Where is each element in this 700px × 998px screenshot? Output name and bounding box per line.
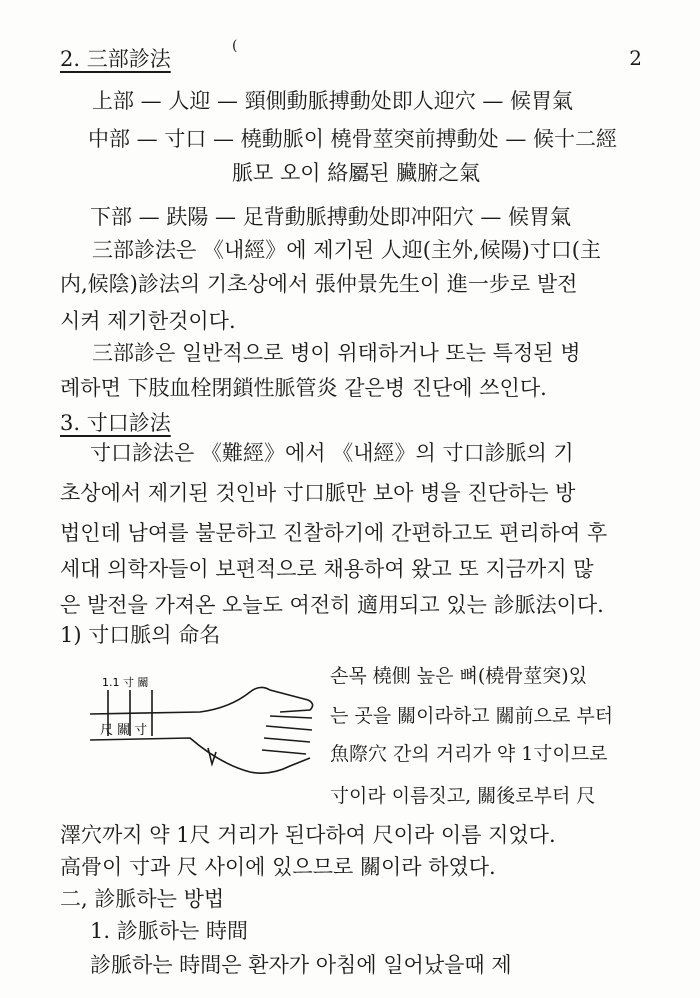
para2-line-1: 三部診은 일반적으로 병이 위태하거나 또는 특정된 병 [92,341,581,365]
para1-line-2: 内,候陰)診法의 기초상에서 張仲景先生이 進一步로 발전 [60,272,578,296]
section-3-title: 3. 寸口診法 [60,411,171,435]
page-number: 2 [629,46,642,70]
sec3-para-line-2: 초상에서 제기된 것인바 寸口脈만 보아 병을 진단하는 방 [60,481,576,505]
part-2-last-line: 診脈하는 時間은 환자가 아침에 일어났을때 제 [90,953,512,977]
right-text-line-3: 魚際穴 간의 거리가 약 1寸이므로 [330,743,608,765]
hand-lower-outline [90,738,310,773]
sec3-para-line-3: 법인데 남여를 불문하고 진찰하기에 간편하고도 편리하여 후 [60,521,608,545]
part-2-title: 二, 診脈하는 방법 [60,887,225,911]
para1-line-1: 三部診法은 《내經》에 제기된 人迎(主外,候陽)寸口(主 [92,238,601,262]
right-text-line-2: 는 곳을 關이라하고 關前으로 부터 [330,705,614,727]
middle-part-line-1: 中部 — 寸口 — 橈動脈이 橈骨莖突前搏動处 — 候十二經 [88,127,618,151]
sec3-para-line-1: 寸口診法은 《難經》에서 《내經》의 寸口診脈의 기 [90,441,574,465]
sec3-para-line-4: 세대 의학자들이 보편적으로 채용하여 왔고 또 지금까지 많 [60,557,594,581]
section-2-title: 2. 三部診法 [60,47,171,71]
continue-line-2: 高骨이 寸과 尺 사이에 있으므로 關이라 하였다. [60,855,496,879]
stray-mark: ( [232,38,238,54]
right-text-line-1: 손목 橈側 높은 뼈(橈骨莖突)있 [330,665,588,687]
forearm-outline [90,687,313,714]
figure-wrist-label: 尺 關 寸 [100,723,148,738]
right-text-line-4: 寸이라 이름짓고, 關後로부터 尺 [330,785,596,807]
continue-line-1: 澤穴까지 약 1尺 거리가 된다하여 尺이라 이름 지었다. [60,823,556,847]
thumb-mark [208,748,216,764]
para2-line-2: 례하면 下肢血栓閉鎖性脈管炎 같은병 진단에 쓰인다. [60,376,547,400]
upper-part-line: 上部 — 人迎 — 頸側動脈搏動处即人迎穴 — 候胃氣 [92,89,574,113]
hand-wrist-diagram [80,668,320,788]
figure-top-label: 1.1 寸 關 [102,676,149,689]
para1-line-3: 시켜 제기한것이다. [60,309,236,333]
sec3-para-line-5: 은 발전을 가져온 오늘도 여전히 適用되고 있는 診脈法이다. [60,593,604,617]
part-2-sub1: 1. 診脈하는 時間 [90,919,248,943]
finger-lines [262,716,312,754]
subsection-pulse-naming: 1) 寸口脈의 命名 [60,623,221,647]
lower-part-line: 下部 — 趺陽 — 足背動脈搏動处即冲阳穴 — 候胃氣 [90,205,572,229]
middle-part-line-2: 脈모 오이 絡屬된 臟腑之氣 [232,161,481,185]
